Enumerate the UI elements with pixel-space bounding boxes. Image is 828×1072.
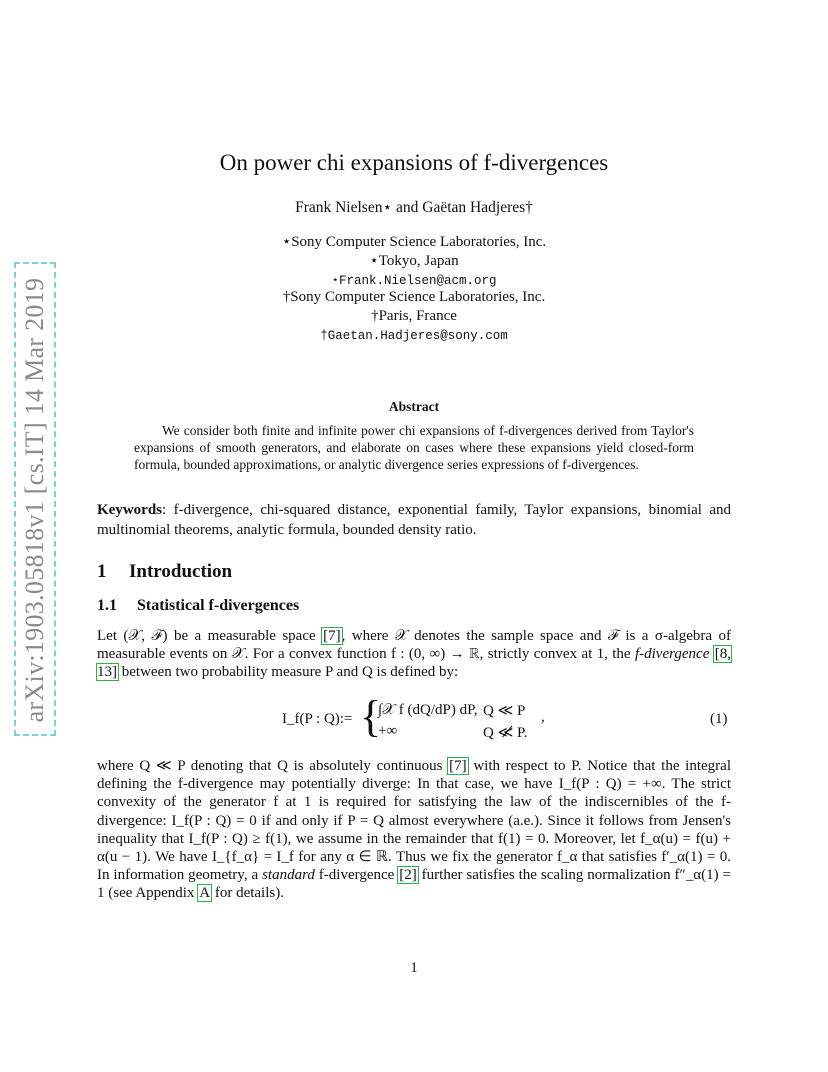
equation-case-1: ∫𝒳 f (dQ/dP) dP,: [378, 702, 478, 718]
paragraph-properties: [97, 757, 731, 903]
equation-lhs: I_f(P : Q):=: [282, 711, 353, 727]
section-heading: [97, 561, 232, 583]
keywords-label: Keywords: [97, 502, 162, 518]
text-run: with respect to P. Notice that the integral defining the f-divergence may potentially diverge: In that case, we have I_f(P : Q) = +∞. The strict convexity of the generator f at 1 is required for satisfying the law of the indiscernibles of the f-divergence: I_f(P : Q) = 0 if and only if P = Q almost everywhere (a.e.). Since it follows from Jensen's inequality that I_f(P : Q) ≥ f(1), we assume in the remainder that f(1) = 0. Moreover, let f_α(u) = f(u) + α(u − 1). We have I_{f_α} = I_f for any α ∈ ℝ. Thus we fix the generator f_α that satisfies f′_α(1) = 0. In information geometry, a: [97, 758, 731, 884]
paper-title: On power chi expansions of f-divergences: [219, 150, 609, 175]
email-1[interactable]: ⋆Frank.Nielsen@acm.org: [331, 274, 497, 288]
equation-case-2: +∞: [378, 723, 398, 739]
email-2[interactable]: †Gaetan.Hadjeres@sony.com: [320, 329, 508, 343]
abstract-text: We consider both finite and infinite power chi expansions of f-divergences derived from Taylor's expansions of smooth generators, and elaborate on cases where these expansions yield closed-form formula, bounded approximations, or analytic divergence series expressions of f-divergences.: [134, 423, 694, 472]
paragraph-definition: [97, 627, 731, 682]
arxiv-identifier[interactable]: arXiv:1903.05818v1 [cs.IT] 14 Mar 2019: [20, 277, 49, 723]
left-brace: {: [360, 692, 382, 741]
section-number: 1: [97, 561, 107, 582]
citation-link[interactable]: [8, 13]: [97, 646, 731, 681]
authors: Frank Nielsen⋆ and Gaëtan Hadjeres†: [295, 199, 533, 216]
equation-condition-1: Q ≪ P: [483, 703, 526, 719]
subsection-heading: [97, 597, 299, 615]
citation-link[interactable]: [7]: [323, 628, 341, 644]
abstract-heading: Abstract: [388, 399, 440, 414]
text-run: f-divergence: [314, 867, 399, 884]
keywords: [97, 500, 731, 540]
subsection-number: 1.1: [97, 597, 117, 614]
equation-1: [0, 692, 828, 743]
affiliation-2: †Sony Computer Science Laboratories, Inc.: [282, 289, 546, 305]
equation-comma: ,: [541, 709, 545, 725]
text-run: Let (𝒳, ℱ) be a measurable space: [97, 628, 323, 644]
page-number: 1: [410, 960, 418, 976]
appendix-link[interactable]: A: [199, 885, 211, 902]
section-title: Introduction: [129, 561, 233, 582]
equation-condition-2: Q ≪̸ P.: [483, 725, 528, 741]
text-run: between two probability measure P and Q is defined by:: [118, 664, 459, 681]
equation-number: (1): [710, 711, 728, 727]
keywords-text: : f-divergence, chi-squared distance, exponential family, Taylor expansions, binomial and multinomial theorems, analytic formula, bounded density ratio.: [97, 502, 731, 538]
citation-link[interactable]: [7]: [449, 758, 467, 774]
citation-link[interactable]: [2]: [399, 867, 417, 884]
text-run: , where 𝒳 denotes the sample space and ℱ is a σ-algebra of measurable events on 𝒳. For a convex function f : (0, ∞) → ℝ, strictly convex at 1, the: [97, 628, 732, 663]
text-run: further satisfies the scaling normalization f″_α(1) = 1 (see Appendix: [97, 867, 731, 902]
affiliation-location-1: ⋆Tokyo, Japan: [369, 253, 459, 269]
emphasis: f-divergence: [634, 646, 710, 663]
subsection-title: Statistical f-divergences: [137, 597, 300, 614]
text-run: for details).: [211, 885, 284, 902]
affiliation-1: ⋆Sony Computer Science Laboratories, Inc.: [281, 234, 547, 250]
emphasis: standard: [262, 867, 315, 884]
text-run: where Q ≪ P denoting that Q is absolutely continuous: [97, 758, 449, 774]
affiliation-location-2: †Paris, France: [371, 308, 457, 324]
